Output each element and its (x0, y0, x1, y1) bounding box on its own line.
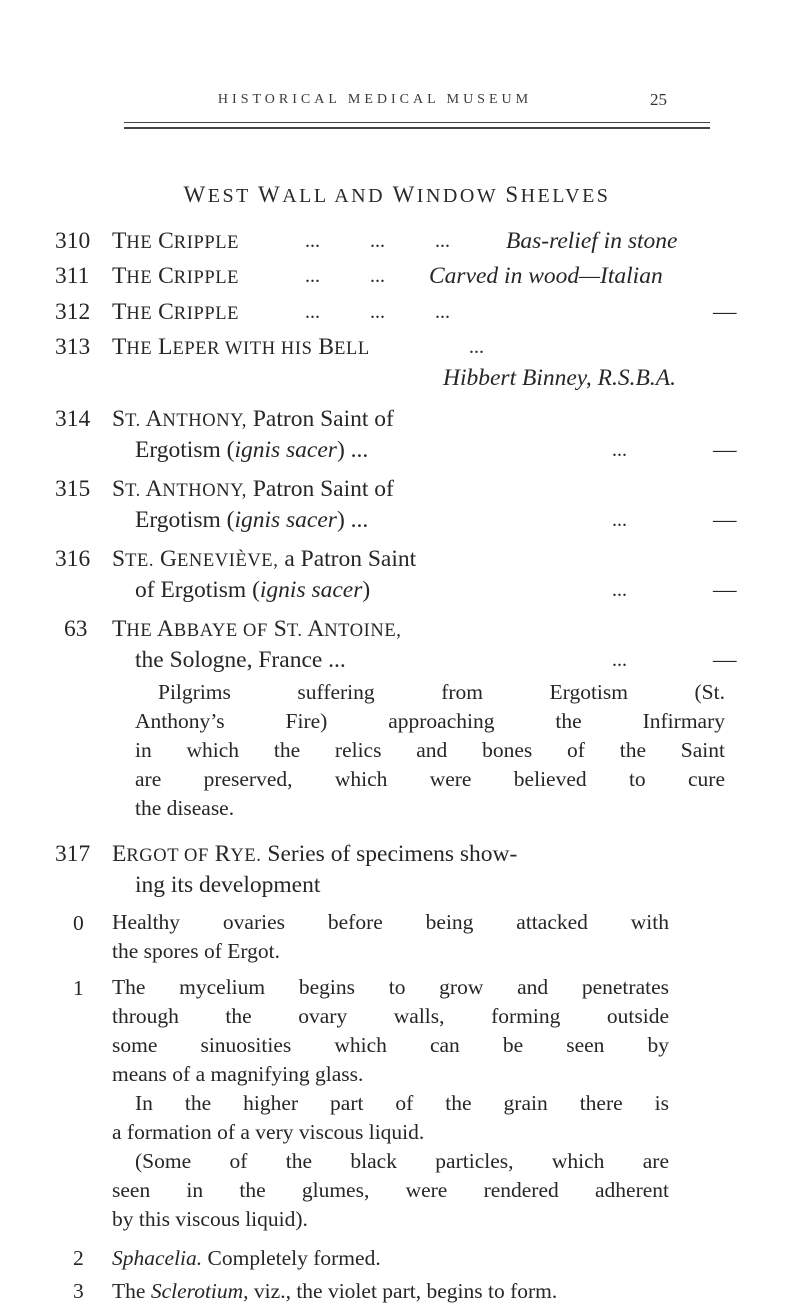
entry-number: 316 (55, 546, 91, 572)
leader-dots: ... (612, 439, 627, 461)
running-head-title: HISTORICAL MEDICAL MUSEUM (217, 92, 533, 107)
specimen-text: The mycelium begins to grow and penetrates through the ovary walls, forming outside some sinuosities which can be seen by means of a magnifying glass. In the higher part of the grain there is a formation of a very viscous liquid. (Some of the black particles, which are seen in the glumes, were rendered adherent by this viscous liquid). (112, 975, 669, 1231)
entry-number: 314 (55, 406, 91, 432)
entry-title: STE. GENEVIÈVE, a Patron Saint (112, 546, 417, 572)
entry-number: 311 (55, 263, 90, 289)
entry-number: 312 (55, 299, 91, 325)
leader-dots: ... (612, 509, 627, 531)
entry-title: THE CRIPPLE (112, 263, 240, 289)
entry-313 (55, 332, 745, 394)
section-title: WEST WALL AND WINDOW SHELVES (183, 182, 611, 207)
entry-description: — (713, 577, 737, 603)
entry-310 (55, 226, 745, 256)
running-head (0, 92, 801, 122)
entry-description: Hibbert Binney, R.S.B.A. (443, 365, 676, 391)
specimen-3 (55, 1276, 745, 1306)
specimen-1 (55, 973, 745, 1238)
leader-dots: ... ... ... (305, 301, 450, 323)
entry-title: ST. ANTHONY, Patron Saint of (112, 476, 394, 502)
specimen-text: Healthy ovaries before being attacked with the spores of Ergot. (112, 910, 669, 963)
entry-title-cont: Ergotism (ignis sacer) ... (135, 507, 369, 533)
entry-title: ST. ANTHONY, Patron Saint of (112, 406, 394, 432)
entry-number: 315 (55, 476, 91, 502)
entry-title-cont: ing its development (135, 872, 321, 898)
entry-title-cont: of Ergotism (ignis sacer) (135, 577, 371, 603)
specimen-0 (55, 908, 745, 970)
entry-number: 310 (55, 228, 91, 254)
specimen-number: 1 (73, 976, 84, 1000)
header-rule-thick (124, 127, 710, 129)
entry-311 (55, 261, 745, 291)
entry-317 (55, 839, 745, 901)
entry-title: ERGOT OF RYE. Series of specimens show- (112, 841, 518, 867)
leader-dots: ... (612, 579, 627, 601)
entry-315 (55, 474, 745, 536)
specimen-2 (55, 1243, 745, 1273)
entry-note: Pilgrims suffering from Ergotism (St. Anthony’s Fire) approaching the Infirmary in which the relics and bones of the Saint are preserved, which were believed to cure the disease. (135, 680, 725, 820)
entry-title: THE CRIPPLE (112, 228, 240, 254)
specimen-number: 2 (73, 1246, 84, 1270)
entry-title-cont: Ergotism (ignis sacer) ... (135, 437, 369, 463)
entry-number: 313 (55, 334, 91, 360)
entry-number: 63 (64, 616, 88, 642)
leader-dots: ... (612, 649, 627, 671)
specimen-text: Sphacelia. Completely formed. (112, 1246, 381, 1270)
entry-description: — (713, 507, 737, 533)
specimen-number: 0 (73, 911, 84, 935)
specimen-text: The Sclerotium, viz., the violet part, begins to form. (112, 1279, 558, 1303)
entry-description: Bas-relief in stone (506, 228, 678, 254)
entry-title: THE ABBAYE OF ST. ANTOINE, (112, 616, 402, 642)
entry-title-cont: the Sologne, France ... (135, 647, 346, 673)
entry-312 (55, 297, 745, 327)
header-rule-thin (124, 122, 710, 123)
leader-dots: ... (469, 336, 484, 358)
entry-description: — (713, 647, 737, 673)
entry-314 (55, 404, 745, 466)
entry-316 (55, 544, 745, 606)
entry-description: — (713, 437, 737, 463)
specimen-number: 3 (73, 1279, 84, 1303)
page-number: 25 (650, 90, 667, 109)
entry-63 (55, 614, 745, 824)
entry-title: THE LEPER WITH HIS BELL (112, 334, 370, 360)
entry-number: 317 (55, 841, 91, 867)
leader-dots: ... ... (305, 265, 385, 287)
entry-title: THE CRIPPLE (112, 299, 240, 325)
leader-dots: ... ... ... (305, 230, 450, 252)
entry-description: Carved in wood—Italian (429, 263, 663, 289)
entry-description: — (713, 299, 737, 325)
